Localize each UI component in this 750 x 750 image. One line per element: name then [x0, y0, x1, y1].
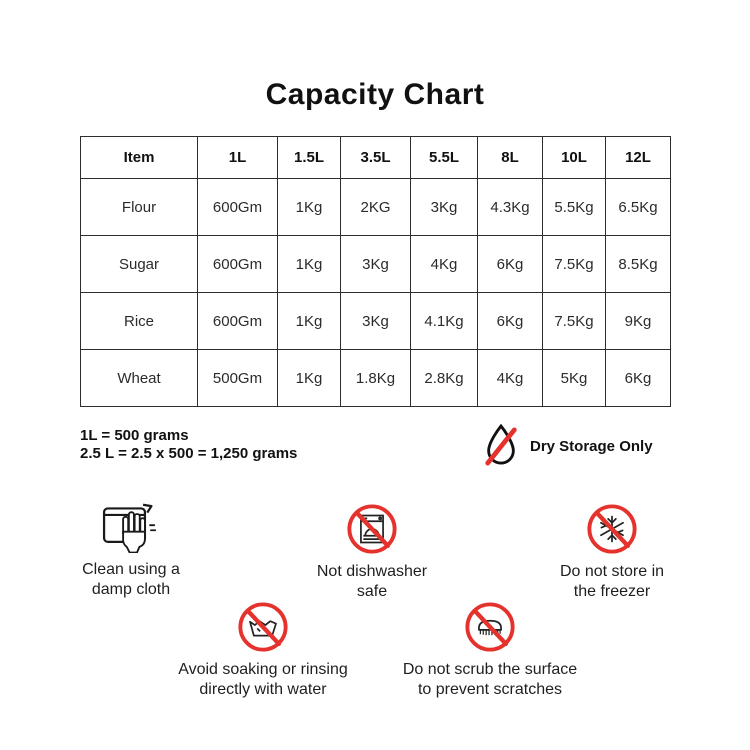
- col-header-8l: 8L: [478, 137, 543, 179]
- cell-value: 4.3Kg: [478, 179, 543, 236]
- no-soaking-icon: [237, 601, 289, 653]
- cell-value: 1Kg: [278, 350, 341, 407]
- no-water-drop-icon: [482, 422, 520, 470]
- care-caption: Clean using a damp cloth: [82, 561, 180, 598]
- cell-value: 3Kg: [341, 293, 411, 350]
- cell-value: 500Gm: [198, 350, 278, 407]
- cell-value: 9Kg: [606, 293, 671, 350]
- cell-value: 4.1Kg: [411, 293, 478, 350]
- cell-item: Flour: [81, 179, 198, 236]
- col-header-12l: 12L: [606, 137, 671, 179]
- col-header-item: Item: [81, 137, 198, 179]
- cell-value: 4Kg: [478, 350, 543, 407]
- cell-value: 2.8Kg: [411, 350, 478, 407]
- col-header-3-5l: 3.5L: [341, 137, 411, 179]
- conversion-notes: [80, 427, 297, 462]
- care-caption: Not dishwasher safe: [316, 563, 428, 600]
- cell-value: 600Gm: [198, 236, 278, 293]
- col-header-5-5l: 5.5L: [411, 137, 478, 179]
- cell-value: 5Kg: [543, 350, 606, 407]
- cell-value: 6Kg: [478, 236, 543, 293]
- cell-value: 6Kg: [606, 350, 671, 407]
- cell-item: Wheat: [81, 350, 198, 407]
- cell-value: 3Kg: [411, 179, 478, 236]
- care-item-no-dishwasher: [277, 503, 467, 602]
- cell-value: 8.5Kg: [606, 236, 671, 293]
- table-row-wheat: [81, 350, 671, 407]
- page-title: Capacity Chart: [265, 78, 485, 111]
- damp-cloth-wipe-icon: [99, 501, 163, 553]
- cell-value: 6Kg: [478, 293, 543, 350]
- care-caption: Do not scrub the surface to prevent scratches: [402, 661, 578, 698]
- no-scrubbing-icon: [464, 601, 516, 653]
- col-header-1-5l: 1.5L: [278, 137, 341, 179]
- cell-value: 7.5Kg: [543, 236, 606, 293]
- cell-value: 1.8Kg: [341, 350, 411, 407]
- care-item-no-soaking: [153, 601, 373, 700]
- no-dishwasher-icon: [346, 503, 398, 555]
- col-header-1l: 1L: [198, 137, 278, 179]
- cell-value: 1Kg: [278, 236, 341, 293]
- care-caption: Avoid soaking or rinsing directly with water: [178, 661, 348, 698]
- table-row-flour: [81, 179, 671, 236]
- table-header-row: [81, 137, 671, 179]
- cell-value: 600Gm: [198, 293, 278, 350]
- cell-value: 5.5Kg: [543, 179, 606, 236]
- cell-value: 7.5Kg: [543, 293, 606, 350]
- cell-value: 4Kg: [411, 236, 478, 293]
- cell-value: 1Kg: [278, 179, 341, 236]
- col-header-10l: 10L: [543, 137, 606, 179]
- cell-item: Sugar: [81, 236, 198, 293]
- cell-value: 600Gm: [198, 179, 278, 236]
- care-caption: Do not store in the freezer: [559, 563, 665, 600]
- dry-storage-label: Dry Storage Only: [530, 437, 653, 455]
- no-freezer-icon: [586, 503, 638, 555]
- conversion-note-line1: 1L = 500 grams: [80, 427, 189, 444]
- care-item-no-freezer: [517, 503, 707, 602]
- cell-value: 3Kg: [341, 236, 411, 293]
- cell-value: 2KG: [341, 179, 411, 236]
- cell-item: Rice: [81, 293, 198, 350]
- conversion-note-line2: 2.5 L = 2.5 x 500 = 1,250 grams: [80, 444, 298, 462]
- cell-value: 1Kg: [278, 293, 341, 350]
- care-item-damp-cloth: [36, 501, 226, 600]
- care-item-no-scrubbing: [380, 601, 600, 700]
- dry-storage-note: [482, 422, 653, 470]
- capacity-table: [80, 136, 671, 407]
- table-row-rice: [81, 293, 671, 350]
- table-row-sugar: [81, 236, 671, 293]
- cell-value: 6.5Kg: [606, 179, 671, 236]
